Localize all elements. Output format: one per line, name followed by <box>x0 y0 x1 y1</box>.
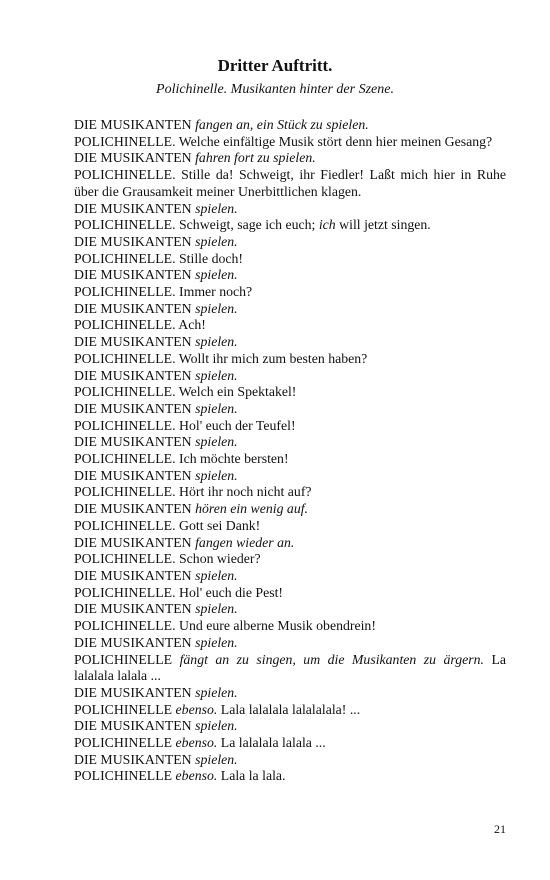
dialogue-line <box>74 718 506 735</box>
dialogue-segment: DIE MUSIKANTEN <box>74 751 196 767</box>
dialogue-line <box>74 702 506 719</box>
dialogue-line <box>74 134 506 151</box>
dialogue-segment: POLICHINELLE. Welch ein Spektakel! <box>74 384 297 400</box>
stage-direction: spielen. <box>195 718 238 734</box>
dialogue-text <box>74 117 506 785</box>
dialogue-line <box>74 568 506 585</box>
dialogue-segment: DIE MUSIKANTEN <box>74 367 196 383</box>
dialogue-segment: DIE MUSIKANTEN <box>74 434 196 450</box>
dialogue-segment: POLICHINELLE. Hol' euch der Teufel! <box>74 417 296 433</box>
dialogue-segment: DIE MUSIKANTEN <box>74 467 196 483</box>
stage-direction: spielen. <box>195 334 238 350</box>
stage-direction: spielen. <box>195 467 238 483</box>
stage-direction: spielen. <box>195 434 238 450</box>
dialogue-line <box>74 267 506 284</box>
dialogue-segment: POLICHINELLE. Wollt ihr mich zum besten haben? <box>74 350 368 366</box>
stage-direction: ebenso. <box>175 768 218 784</box>
stage-direction: spielen. <box>195 367 238 383</box>
stage-direction: ebenso. <box>175 701 218 717</box>
dialogue-line <box>74 585 506 602</box>
stage-direction: spielen. <box>195 200 238 216</box>
dialogue-segment: DIE MUSIKANTEN <box>74 534 196 550</box>
dialogue-segment: DIE MUSIKANTEN <box>74 718 196 734</box>
dialogue-segment: DIE MUSIKANTEN <box>74 233 196 249</box>
stage-direction: spielen. <box>195 300 238 316</box>
dialogue-line <box>74 652 506 685</box>
dialogue-segment: POLICHINELLE. Stille da! Schweigt, ihr Fiedler! Laßt mich hier in Ruhe über die Grausamkeit meiner Unerbittlichen klagen. <box>74 167 506 199</box>
scene-heading: Dritter Auftritt. <box>217 56 333 75</box>
dialogue-line <box>74 501 506 518</box>
dialogue-line <box>74 451 506 468</box>
dialogue-line <box>74 468 506 485</box>
dialogue-line <box>74 535 506 552</box>
dialogue-line <box>74 384 506 401</box>
dialogue-segment: POLICHINELLE <box>74 735 176 751</box>
dialogue-segment: POLICHINELLE. Schweigt, sage ich euch; <box>74 217 319 233</box>
dialogue-segment: POLICHINELLE. Welche einfältige Musik stört denn hier meinen Gesang? <box>74 133 493 149</box>
dialogue-line <box>74 752 506 769</box>
dialogue-line <box>74 117 506 134</box>
dialogue-segment: POLICHINELLE. Ich möchte bersten! <box>74 451 289 467</box>
dialogue-segment: POLICHINELLE <box>74 768 176 784</box>
dialogue-line <box>74 150 506 167</box>
stage-direction: spielen. <box>195 684 238 700</box>
dialogue-line <box>74 685 506 702</box>
dialogue-line <box>74 518 506 535</box>
stage-direction: fangen wieder an. <box>195 534 295 550</box>
dialogue-line <box>74 635 506 652</box>
dialogue-line <box>74 334 506 351</box>
stage-direction: spielen. <box>195 233 238 249</box>
dialogue-segment: POLICHINELLE. Schon wieder? <box>74 551 261 567</box>
dialogue-segment: DIE MUSIKANTEN <box>74 634 196 650</box>
dialogue-line <box>74 301 506 318</box>
stage-direction: fangen an, ein Stück zu spielen. <box>195 117 369 132</box>
dialogue-segment: POLICHINELLE. Immer noch? <box>74 284 253 300</box>
dialogue-segment: POLICHINELLE. Stille doch! <box>74 250 243 266</box>
stage-direction: spielen. <box>195 634 238 650</box>
dialogue-segment: DIE MUSIKANTEN <box>74 150 196 166</box>
dialogue-line <box>74 418 506 435</box>
stage-direction: spielen. <box>195 267 238 283</box>
stage-direction: spielen. <box>195 567 238 583</box>
dialogue-line <box>74 234 506 251</box>
dialogue-line <box>74 284 506 301</box>
dialogue-line <box>74 401 506 418</box>
dialogue-segment: DIE MUSIKANTEN <box>74 267 196 283</box>
dialogue-line <box>74 251 506 268</box>
dialogue-segment: DIE MUSIKANTEN <box>74 501 196 517</box>
stage-direction: spielen. <box>195 751 238 767</box>
dialogue-line <box>74 601 506 618</box>
dialogue-segment: will jetzt singen. <box>335 217 431 233</box>
page-number: 21 <box>494 822 506 836</box>
dialogue-line <box>74 317 506 334</box>
dialogue-segment: La lalalala lalala ... <box>217 735 326 751</box>
dialogue-segment: DIE MUSIKANTEN <box>74 601 196 617</box>
dialogue-segment: POLICHINELLE. Ach! <box>74 317 206 333</box>
dialogue-segment: POLICHINELLE. Gott sei Dank! <box>74 517 261 533</box>
dialogue-segment: POLICHINELLE. Hol' euch die Pest! <box>74 584 284 600</box>
dialogue-line <box>74 217 506 234</box>
stage-direction: ich <box>318 217 336 233</box>
stage-direction: fängt an zu singen, um die Musikanten zu ärgern. <box>179 651 484 667</box>
dialogue-segment: Lala lalalala lalalalala! ... <box>217 701 361 717</box>
dialogue-line <box>74 434 506 451</box>
stage-direction: fahren fort zu spielen. <box>195 150 316 166</box>
dialogue-segment: DIE MUSIKANTEN <box>74 300 196 316</box>
dialogue-segment: DIE MUSIKANTEN <box>74 400 196 416</box>
dialogue-segment: La lalalala lalala ... <box>74 651 506 684</box>
dialogue-segment: DIE MUSIKANTEN <box>74 334 196 350</box>
stage-direction: ebenso. <box>175 735 218 751</box>
stage-direction: spielen. <box>195 400 238 416</box>
dialogue-line <box>74 351 506 368</box>
dialogue-line <box>74 618 506 635</box>
dialogue-segment: POLICHINELLE. Und eure alberne Musik obendrein! <box>74 618 376 634</box>
stage-direction: hören ein wenig auf. <box>195 501 309 517</box>
dialogue-line <box>74 368 506 385</box>
dialogue-line <box>74 735 506 752</box>
dialogue-segment: DIE MUSIKANTEN <box>74 200 196 216</box>
dialogue-segment: DIE MUSIKANTEN <box>74 684 196 700</box>
dialogue-line <box>74 551 506 568</box>
dialogue-segment: DIE MUSIKANTEN <box>74 567 196 583</box>
dialogue-line <box>74 201 506 218</box>
dialogue-segment: POLICHINELLE. Hört ihr noch nicht auf? <box>74 484 312 500</box>
dialogue-segment: POLICHINELLE <box>74 701 176 717</box>
dialogue-segment: Lala la lala. <box>217 768 286 784</box>
dialogue-line <box>74 167 506 200</box>
dialogue-line <box>74 768 506 785</box>
dialogue-line <box>74 484 506 501</box>
dialogue-segment: POLICHINELLE <box>74 651 180 667</box>
stage-direction: spielen. <box>195 601 238 617</box>
dialogue-segment: DIE MUSIKANTEN <box>74 117 196 132</box>
scene-characters: Polichinelle. Musikanten hinter der Szene. <box>156 82 394 97</box>
